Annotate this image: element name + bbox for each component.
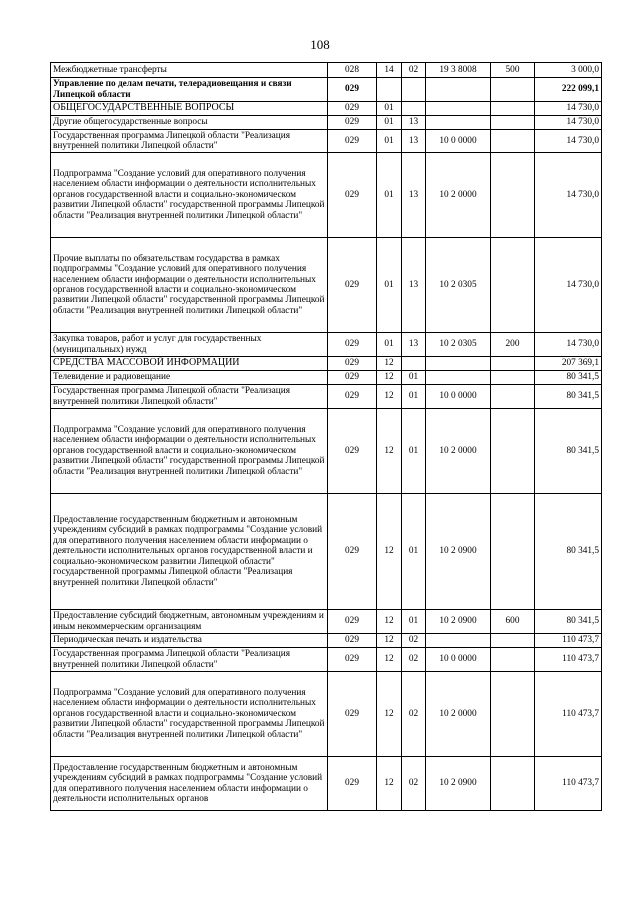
- row-vedomstvo-cell: 029: [328, 757, 377, 811]
- row-amount-cell: 80 341,5: [535, 385, 602, 409]
- row-target-article-cell: 19 3 8008: [426, 63, 491, 78]
- row-expense-type-cell: [491, 116, 535, 130]
- row-name-cell: Подпрограмма "Создание условий для оперативного получения населением области информации о деятельности исполнительных органов государственной власти и социально-экономическом развитии Липецкой области" государственной программы Липецкой области "Реализация внутренней политики Липецкой области": [51, 153, 328, 238]
- row-amount-cell: 14 730,0: [535, 238, 602, 333]
- budget-table: [50, 62, 602, 811]
- row-vedomstvo-cell: 029: [328, 634, 377, 648]
- row-name-cell: Предоставление государственным бюджетным и автономным учреждениям субсидий в рамках подпрограммы "Создание условий для оперативного получения населением области информации о деятельности исполнительных органов государственной власти и социально-экономическом развитии Липецкой области" государственной программы Липецкой области "Реализация внутренней политики Липецкой области": [51, 494, 328, 610]
- row-expense-type-cell: [491, 494, 535, 610]
- table-row: [51, 409, 602, 494]
- row-amount-cell: 14 730,0: [535, 153, 602, 238]
- row-name-cell: Государственная программа Липецкой области "Реализация внутренней политики Липецкой области": [51, 130, 328, 153]
- row-podrazdel-cell: 02: [402, 63, 426, 78]
- table-row: [51, 116, 602, 130]
- row-amount-cell: 207 369,1: [535, 357, 602, 371]
- row-target-article-cell: [426, 116, 491, 130]
- row-razdel-cell: 12: [377, 357, 402, 371]
- row-amount-cell: 80 341,5: [535, 494, 602, 610]
- row-vedomstvo-cell: 029: [328, 494, 377, 610]
- table-row: [51, 78, 602, 102]
- row-razdel-cell: [377, 78, 402, 102]
- row-podrazdel-cell: 13: [402, 333, 426, 357]
- budget-table-body: [51, 63, 602, 811]
- row-target-article-cell: 10 0 0000: [426, 648, 491, 672]
- row-podrazdel-cell: [402, 78, 426, 102]
- row-amount-cell: 3 000,0: [535, 63, 602, 78]
- table-row: [51, 333, 602, 357]
- table-row: [51, 648, 602, 672]
- row-name-cell: Предоставление государственным бюджетным и автономным учреждениям субсидий в рамках подпрограммы "Создание условий для оперативного получения населением области информации о деятельности исполнительных органов: [51, 757, 328, 811]
- row-name-cell: Другие общегосударственные вопросы: [51, 116, 328, 130]
- row-podrazdel-cell: 13: [402, 130, 426, 153]
- row-name-cell: Межбюджетные трансферты: [51, 63, 328, 78]
- row-target-article-cell: 10 2 0305: [426, 333, 491, 357]
- row-vedomstvo-cell: 029: [328, 153, 377, 238]
- row-expense-type-cell: [491, 153, 535, 238]
- row-expense-type-cell: [491, 130, 535, 153]
- row-vedomstvo-cell: 029: [328, 238, 377, 333]
- table-row: [51, 672, 602, 757]
- row-target-article-cell: 10 0 0000: [426, 130, 491, 153]
- row-expense-type-cell: [491, 634, 535, 648]
- table-row: [51, 494, 602, 610]
- row-name-cell: Прочие выплаты по обязательствам государства в рамках подпрограммы "Создание условий для оперативного получения населением области информации о деятельности исполнительных органов государственной власти и социально-экономическом развитии Липецкой области" государственной программы Липецкой области "Реализация внутренней политики Липецкой области": [51, 238, 328, 333]
- row-vedomstvo-cell: 029: [328, 78, 377, 102]
- row-razdel-cell: 01: [377, 102, 402, 116]
- row-target-article-cell: [426, 102, 491, 116]
- row-vedomstvo-cell: 029: [328, 672, 377, 757]
- row-expense-type-cell: [491, 385, 535, 409]
- row-expense-type-cell: [491, 672, 535, 757]
- row-target-article-cell: [426, 78, 491, 102]
- row-amount-cell: 222 099,1: [535, 78, 602, 102]
- row-podrazdel-cell: [402, 102, 426, 116]
- page-number: 108: [310, 37, 330, 52]
- table-row: [51, 238, 602, 333]
- row-name-cell: Телевидение и радиовещание: [51, 371, 328, 385]
- row-podrazdel-cell: 13: [402, 116, 426, 130]
- row-podrazdel-cell: 02: [402, 757, 426, 811]
- row-vedomstvo-cell: 029: [328, 371, 377, 385]
- row-podrazdel-cell: 01: [402, 409, 426, 494]
- row-amount-cell: 110 473,7: [535, 672, 602, 757]
- row-amount-cell: 110 473,7: [535, 634, 602, 648]
- row-amount-cell: 14 730,0: [535, 102, 602, 116]
- row-vedomstvo-cell: 029: [328, 116, 377, 130]
- row-podrazdel-cell: [402, 357, 426, 371]
- table-row: [51, 130, 602, 153]
- row-expense-type-cell: [491, 371, 535, 385]
- row-podrazdel-cell: 02: [402, 634, 426, 648]
- row-target-article-cell: 10 2 0900: [426, 494, 491, 610]
- row-name-cell: Подпрограмма "Создание условий для оперативного получения населением области информации о деятельности исполнительных органов государственной власти и социально-экономическом развитии Липецкой области" государственной программы Липецкой области "Реализация внутренней политики Липецкой области": [51, 409, 328, 494]
- row-amount-cell: 80 341,5: [535, 610, 602, 634]
- row-razdel-cell: 12: [377, 610, 402, 634]
- row-razdel-cell: 12: [377, 494, 402, 610]
- row-vedomstvo-cell: 029: [328, 130, 377, 153]
- table-row: [51, 385, 602, 409]
- row-podrazdel-cell: 01: [402, 610, 426, 634]
- row-podrazdel-cell: 01: [402, 371, 426, 385]
- row-target-article-cell: 10 2 0000: [426, 672, 491, 757]
- row-target-article-cell: 10 2 0900: [426, 610, 491, 634]
- table-row: [51, 371, 602, 385]
- row-vedomstvo-cell: 029: [328, 409, 377, 494]
- row-podrazdel-cell: 02: [402, 672, 426, 757]
- row-podrazdel-cell: 02: [402, 648, 426, 672]
- row-amount-cell: 80 341,5: [535, 371, 602, 385]
- row-amount-cell: 110 473,7: [535, 648, 602, 672]
- row-razdel-cell: 14: [377, 63, 402, 78]
- row-target-article-cell: 10 2 0900: [426, 757, 491, 811]
- row-expense-type-cell: 500: [491, 63, 535, 78]
- row-amount-cell: 80 341,5: [535, 409, 602, 494]
- table-row: [51, 153, 602, 238]
- table-row: [51, 634, 602, 648]
- row-vedomstvo-cell: 029: [328, 333, 377, 357]
- row-expense-type-cell: [491, 757, 535, 811]
- row-razdel-cell: 12: [377, 409, 402, 494]
- row-name-cell: Предоставление субсидий бюджетным, автономным учреждениям и иным некоммерческим организациям: [51, 610, 328, 634]
- row-expense-type-cell: [491, 238, 535, 333]
- row-podrazdel-cell: 01: [402, 494, 426, 610]
- row-target-article-cell: [426, 357, 491, 371]
- row-target-article-cell: 10 2 0000: [426, 153, 491, 238]
- row-expense-type-cell: [491, 102, 535, 116]
- row-name-cell: Подпрограмма "Создание условий для оперативного получения населением области информации о деятельности исполнительных органов государственной власти и социально-экономическом развитии Липецкой области" государственной программы Липецкой области "Реализация внутренней политики Липецкой области": [51, 672, 328, 757]
- row-razdel-cell: 01: [377, 333, 402, 357]
- row-razdel-cell: 12: [377, 757, 402, 811]
- row-podrazdel-cell: 01: [402, 385, 426, 409]
- row-name-cell: Государственная программа Липецкой области "Реализация внутренней политики Липецкой области": [51, 648, 328, 672]
- row-name-cell: СРЕДСТВА МАССОВОЙ ИНФОРМАЦИИ: [51, 357, 328, 371]
- row-target-article-cell: 10 0 0000: [426, 385, 491, 409]
- row-razdel-cell: 01: [377, 130, 402, 153]
- row-expense-type-cell: [491, 78, 535, 102]
- row-name-cell: Управление по делам печати, телерадиовещания и связи Липецкой области: [51, 78, 328, 102]
- row-amount-cell: 14 730,0: [535, 333, 602, 357]
- row-name-cell: ОБЩЕГОСУДАРСТВЕННЫЕ ВОПРОСЫ: [51, 102, 328, 116]
- table-row: [51, 357, 602, 371]
- row-vedomstvo-cell: 029: [328, 385, 377, 409]
- row-name-cell: Государственная программа Липецкой области "Реализация внутренней политики Липецкой области": [51, 385, 328, 409]
- row-razdel-cell: 12: [377, 371, 402, 385]
- row-vedomstvo-cell: 029: [328, 610, 377, 634]
- row-vedomstvo-cell: 029: [328, 648, 377, 672]
- row-amount-cell: 14 730,0: [535, 116, 602, 130]
- row-vedomstvo-cell: 029: [328, 102, 377, 116]
- row-expense-type-cell: 600: [491, 610, 535, 634]
- row-razdel-cell: 01: [377, 153, 402, 238]
- row-target-article-cell: [426, 371, 491, 385]
- row-expense-type-cell: [491, 409, 535, 494]
- table-row: [51, 757, 602, 811]
- row-razdel-cell: 12: [377, 672, 402, 757]
- row-podrazdel-cell: 13: [402, 238, 426, 333]
- row-podrazdel-cell: 13: [402, 153, 426, 238]
- row-expense-type-cell: [491, 357, 535, 371]
- table-row: [51, 63, 602, 78]
- row-name-cell: Закупка товаров, работ и услуг для государственных (муниципальных) нужд: [51, 333, 328, 357]
- row-vedomstvo-cell: 028: [328, 63, 377, 78]
- row-expense-type-cell: 200: [491, 333, 535, 357]
- table-row: [51, 610, 602, 634]
- row-amount-cell: 110 473,7: [535, 757, 602, 811]
- row-target-article-cell: 10 2 0000: [426, 409, 491, 494]
- row-razdel-cell: 12: [377, 634, 402, 648]
- row-name-cell: Периодическая печать и издательства: [51, 634, 328, 648]
- row-razdel-cell: 12: [377, 648, 402, 672]
- row-razdel-cell: 12: [377, 385, 402, 409]
- table-row: [51, 102, 602, 116]
- row-razdel-cell: 01: [377, 238, 402, 333]
- row-target-article-cell: 10 2 0305: [426, 238, 491, 333]
- row-expense-type-cell: [491, 648, 535, 672]
- row-vedomstvo-cell: 029: [328, 357, 377, 371]
- row-amount-cell: 14 730,0: [535, 130, 602, 153]
- row-target-article-cell: [426, 634, 491, 648]
- row-razdel-cell: 01: [377, 116, 402, 130]
